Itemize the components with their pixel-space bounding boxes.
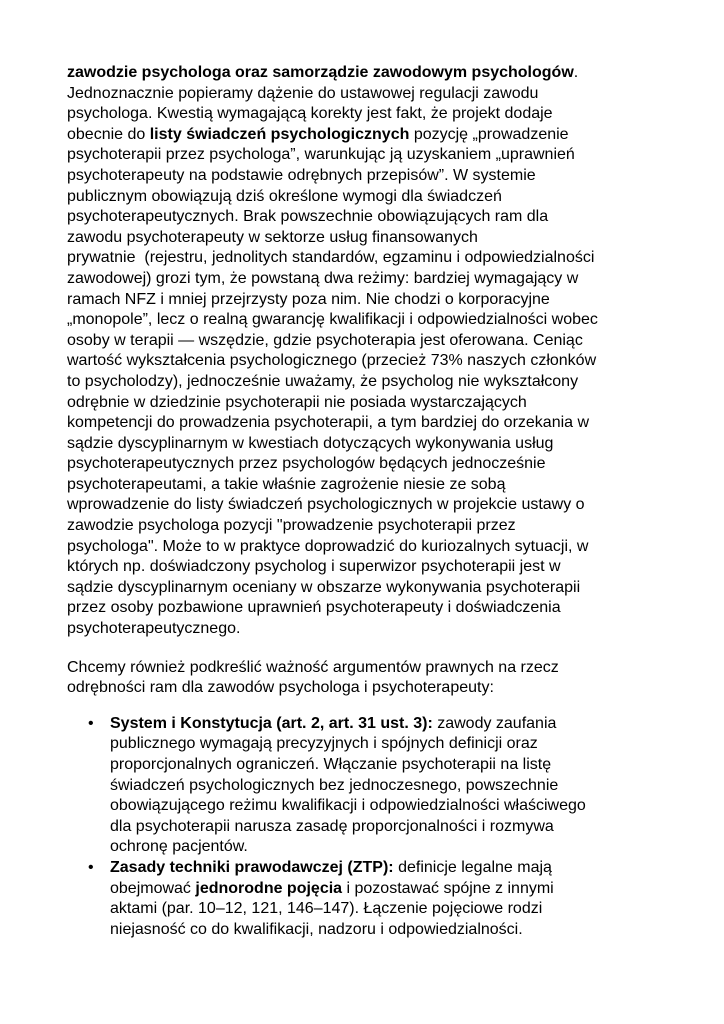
text-line: [67, 310, 667, 331]
bold-text-segment: System i Konstytucja (art. 2, art. 31 ust. 3):: [110, 714, 433, 732]
text-line: [67, 207, 667, 228]
text-segment: pozycję „prowadzenie: [409, 125, 569, 143]
text-line: [67, 372, 667, 393]
text-segment: zawody zaufania: [432, 714, 557, 732]
text-segment: zawodowej) grozi tym, że powstaną dwa reżimy: bardziej wymagający w: [67, 269, 579, 287]
bullet-marker: •: [88, 714, 94, 732]
text-segment: publicznego wymagają precyzyjnych i spójnych definicji oraz: [110, 735, 538, 753]
bold-text-segment: listy świadczeń psychologicznych: [149, 125, 410, 143]
text-segment: „monopole”, lecz o realną gwarancję kwalifikacji i odpowiedzialności wobec: [67, 311, 598, 329]
text-line: [67, 290, 667, 311]
text-segment: psychoterapeuty na podstawie odrębnych przepisów”. W systemie: [67, 166, 536, 184]
bold-text-segment: zawodzie psychologa oraz samorządzie zawodowym psychologów: [67, 64, 574, 81]
text-line: [67, 331, 667, 352]
text-line: [67, 516, 667, 537]
text-segment: psychologa". Może to w praktyce doprowadzić do kuriozalnych sytuacji, w: [67, 537, 589, 555]
text-segment: obecnie do: [67, 125, 150, 143]
text-line: [110, 817, 586, 838]
text-segment: ochronę pacjentów.: [110, 838, 248, 856]
bullet-list-item: [67, 858, 667, 940]
bold-text-segment: Zasady techniki prawodawczej (ZTP):: [110, 858, 394, 876]
text-segment: których np. doświadczony psycholog i superwizor psychoterapii jest w: [67, 558, 561, 576]
text-line: [67, 598, 667, 619]
text-line: [110, 714, 586, 735]
text-line: [67, 187, 667, 208]
text-line: [67, 434, 667, 455]
text-segment: psychologa. Kwestią wymagającą korekty jest fakt, że projekt dodaje: [67, 105, 553, 123]
text-line: [110, 879, 554, 900]
text-segment: kompetencji do prowadzenia psychoterapii, a tym bardziej do orzekania w: [67, 414, 590, 432]
text-segment: definicje legalne mają: [393, 858, 552, 876]
document-body: [67, 63, 667, 940]
text-segment: Chcemy również podkreślić ważność argumentów prawnych na rzecz: [67, 658, 559, 676]
text-segment: wartość wykształcenia psychologicznego (przecież 73% naszych członków: [67, 352, 597, 370]
text-line: [67, 454, 667, 475]
text-line: [67, 557, 667, 578]
text-segment: wprowadzenie do listy świadczeń psychologicznych w projekcie ustawy o: [67, 496, 585, 514]
text-line: [67, 658, 667, 679]
text-line: [67, 678, 667, 699]
text-segment: odrębnie w dziedzinie psychoterapii nie posiada wystarczających: [67, 393, 527, 411]
text-segment: przez osoby pozbawione uprawnień psychoterapeuty i doświadczenia: [67, 599, 561, 617]
text-line: [67, 248, 667, 269]
text-segment: zawodu psychoterapeuty w sektorze usług finansowanych: [67, 228, 478, 246]
text-line: [67, 145, 667, 166]
text-line: [110, 776, 586, 797]
text-line: [110, 837, 586, 858]
text-line: [67, 228, 667, 249]
text-line: [67, 537, 667, 558]
text-segment: psychoterapii przez psychologa”, warunkując ją uzyskaniem „uprawnień: [67, 146, 575, 164]
text-segment: dla psychoterapii narusza zasadę proporcjonalności i rozmywa: [110, 817, 554, 835]
text-segment: psychoterapeutami, a takie właśnie zagrożenie niesie ze sobą: [67, 475, 506, 493]
text-line: [67, 351, 667, 372]
bullet-list-item: [67, 714, 667, 858]
paragraph-main: [67, 63, 667, 640]
text-line: [67, 125, 667, 146]
text-line: [67, 269, 667, 290]
text-segment: świadczeń psychologicznych bez jednoczesnego, powszechnie: [110, 776, 559, 794]
text-segment: psychoterapeutycznych przez psychologów będących jednocześnie: [67, 455, 546, 473]
text-line: [110, 734, 586, 755]
text-line: [67, 475, 667, 496]
text-segment: aktami (par. 10–12, 121, 146–147). Łączenie pojęciowe rodzi: [110, 900, 543, 918]
text-segment: i pozostawać spójne z innymi: [342, 879, 554, 897]
bullet-marker: •: [88, 858, 94, 876]
text-segment: publicznym obowiązują dziś określone wymogi dla świadczeń: [67, 187, 502, 205]
text-line: [110, 755, 586, 776]
text-segment: prywatnie (rejestru, jednolitych standardów, egzaminu i odpowiedzialności: [67, 249, 595, 267]
text-segment: odrębności ram dla zawodów psychologa i psychoterapeuty:: [67, 679, 494, 697]
text-segment: psychoterapeutycznego.: [67, 620, 241, 638]
text-line: [67, 84, 667, 105]
text-line: [110, 796, 586, 817]
text-segment: Jednoznacznie popieramy dążenie do ustawowej regulacji zawodu: [67, 84, 539, 102]
text-line: [110, 899, 554, 920]
text-line: [67, 166, 667, 187]
text-segment: psychoterapeutycznych. Brak powszechnie obowiązujących ram dla: [67, 208, 549, 226]
text-segment: zawodzie psychologa pozycji "prowadzenie psychoterapii przez: [67, 517, 516, 535]
text-line: [67, 619, 667, 640]
text-line: [67, 63, 667, 84]
paragraph-spacer: [67, 699, 667, 714]
paragraph-spacer: [67, 640, 667, 658]
text-line: [67, 495, 667, 516]
text-segment: .: [573, 64, 579, 81]
text-segment: obejmować: [110, 879, 196, 897]
text-line: [67, 104, 667, 125]
legal-arguments-list: [67, 714, 667, 941]
text-segment: ramach NFZ i mniej przejrzysty poza nim. Nie chodzi o korporacyjne: [67, 290, 550, 308]
text-segment: proporcjonalnych ograniczeń. Włączanie psychoterapii na listę: [110, 756, 552, 773]
text-segment: niejasność co do kwalifikacji, nadzoru i odpowiedzialności.: [110, 920, 523, 938]
text-segment: osoby w terapii — wszędzie, gdzie psychoterapia jest oferowana. Ceniąc: [67, 331, 583, 349]
text-line: [67, 413, 667, 434]
text-segment: to psycholodzy), jednocześnie uważamy, że psycholog nie wykształcony: [67, 372, 579, 390]
text-segment: obowiązującego reżimu kwalifikacji i odpowiedzialności właściwego: [110, 797, 586, 815]
bullet-item-text: [110, 714, 586, 858]
bold-text-segment: jednorodne pojęcia: [195, 879, 343, 897]
text-line: [67, 578, 667, 599]
text-line: [110, 858, 554, 879]
text-line: [67, 393, 667, 414]
text-segment: sądzie dyscyplinarnym w kwestiach dotyczących wykonywania usług: [67, 434, 554, 452]
text-segment: sądzie dyscyplinarnym oceniany w obszarze wykonywania psychoterapii: [67, 578, 581, 596]
bullet-item-text: [110, 858, 554, 940]
text-line: [110, 920, 554, 941]
paragraph-intro-arguments: [67, 658, 667, 699]
